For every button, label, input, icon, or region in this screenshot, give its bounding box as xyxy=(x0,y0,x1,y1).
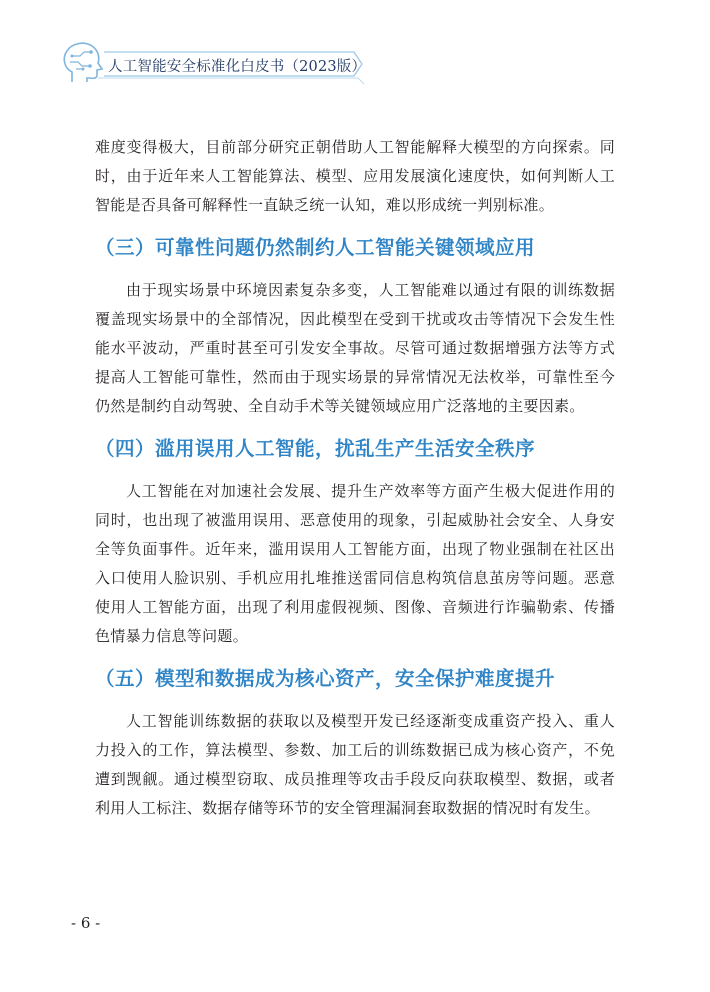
section-heading-5: （五）模型和数据成为核心资产，安全保护难度提升 xyxy=(95,667,556,690)
section-heading-3: （三）可靠性问题仍然制约人工智能关键领域应用 xyxy=(95,236,536,259)
running-header xyxy=(58,38,368,88)
section-heading-4: （四）滥用误用人工智能，扰乱生产生活安全秩序 xyxy=(95,437,536,460)
page-body xyxy=(95,133,615,823)
paragraph-misuse: 人工智能在对加速社会发展、提升生产效率等方面产生极大促进作用的同时，也出现了被滥用误用、恶意使用的现象，引起威胁社会安全、人身安全等负面事件。近年来，滥用误用人工智能方面，出现了物业强制在社区出入口使用人脸识别、手机应用扎堆推送雷同信息构筑信息茧房等问题。恶意使用人工智能方面，出现了利用虚假视频、图像、音频进行诈骗勒索、传播色情暴力信息等问题。 xyxy=(95,482,615,645)
paragraph-core-assets: 人工智能训练数据的获取以及模型开发已经逐渐变成重资产投入、重人力投入的工作，算法模型、参数、加工后的训练数据已成为核心资产，不免遭到觊觎。通过模型窃取、成员推理等攻击手段反向获取模型、数据，或者利用人工标注、数据存储等环节的安全管理漏洞套取数据的情况时有发生。 xyxy=(95,712,615,817)
paragraph-continued: 难度变得极大，目前部分研究正朝借助人工智能解释大模型的方向探索。同时，由于近年来人工智能算法、模型、应用发展演化速度快，如何判断人工智能是否具备可解释性一直缺乏统一认知，难以形成统一判别标准。 xyxy=(95,138,615,214)
header-title: 人工智能安全标准化白皮书（2023版） xyxy=(108,59,367,75)
paragraph-reliability: 由于现实场景中环境因素复杂多变，人工智能难以通过有限的训练数据覆盖现实场景中的全部情况，因此模型在受到干扰或攻击等情况下会发生性能水平波动，严重时甚至可引发安全事故。尽管可通过数据增强方法等方式提高人工智能可靠性，然而由于现实场景的异常情况无法枚举，可靠性至今仍然是制约自动驾驶、全自动手术等关键领域应用广泛落地的主要因素。 xyxy=(95,281,615,415)
page-number: - 6 - xyxy=(71,914,101,932)
